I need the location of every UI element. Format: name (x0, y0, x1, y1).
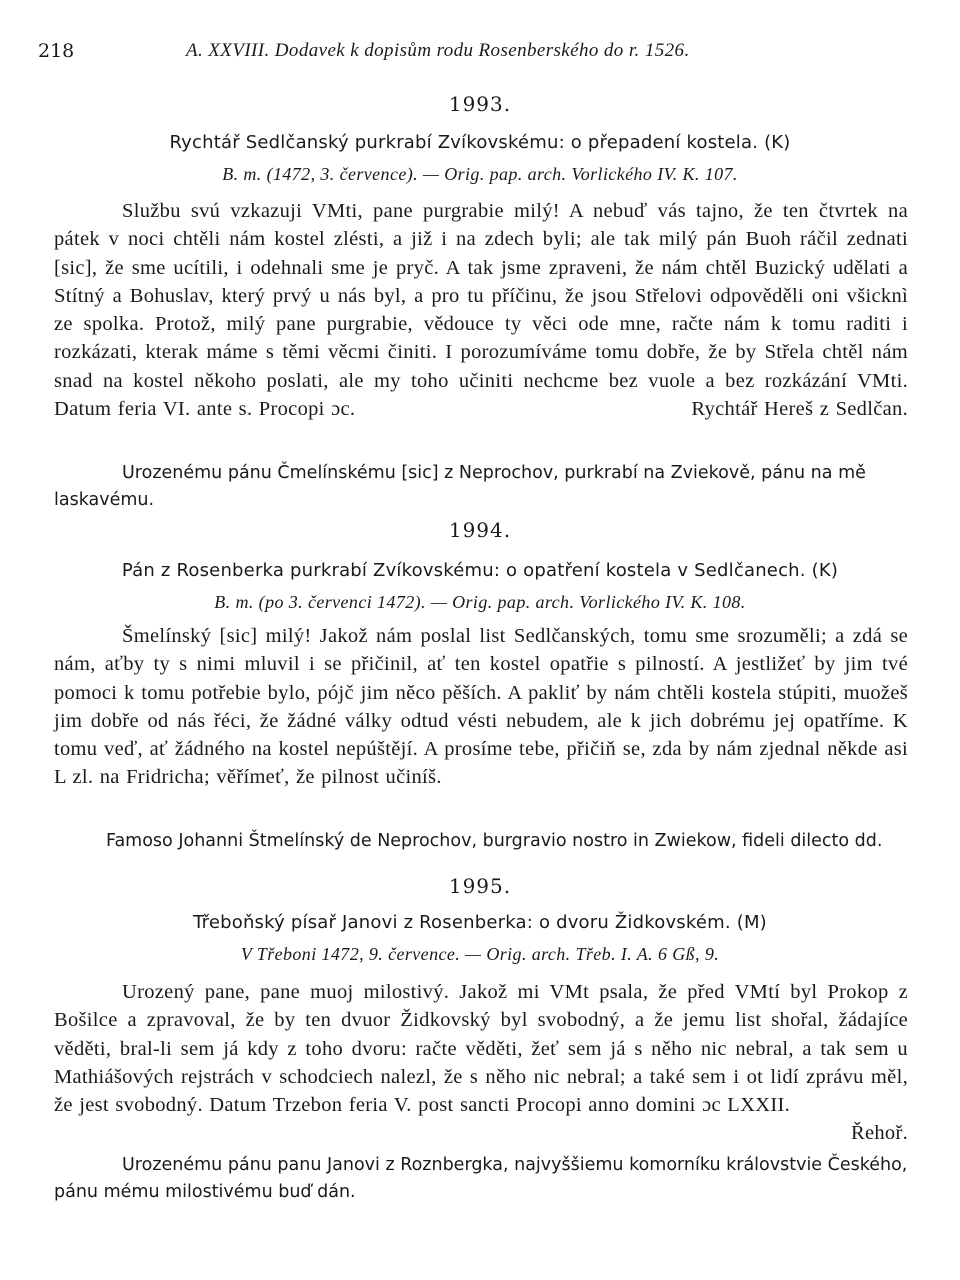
entry-body (54, 978, 908, 1148)
entry-source: V Třeboni 1472, 9. července. — Orig. arch. Třeb. I. A. 6 Gß, 9. (240, 944, 720, 964)
entry-body-text: Službu svú vzkazuji VMti, pane purgrabie milý! A nebuď vás tajno, že ten čtvrtek na pátek v noci chtěli nám kostel zlésti, a již i na zdech byli; ale tak milý pán Buoh ráčil zednati [sic], že sme ucítili, i odehnali sme je pryč. A tak jsme zpraveni, že nám chtěl Buzický udělati a Stítný a Bohuslav, který prvý u nás byl, a pro tu příčinu, že jsou Střelovi odpověděli oni všicknì ze spolka. Protož, milý pane purgrabie, vědouce ty věci ode mne, račte nám k tomu raditi i rozkázati, kterak máme s těmi věcmi činiti. I porozumíváme tomu dobře, že by Střela chtěl nám snad na kostel někoho poslati, ale my toho učiniti nechcme bez vuole a bez rozkázání VMti. Datum feria VI. ante s. Procopi ɔc. (54, 200, 908, 421)
entry-number: 1995. (448, 874, 512, 898)
entry-number: 1993. (448, 92, 512, 116)
page-header (38, 40, 918, 68)
entry-signature: Řehoř. (850, 1122, 908, 1145)
page-number: 218 (38, 40, 75, 62)
entry-heading: Třeboňský písař Janovi z Rosenberka: o dvoru Židkovském. (M) (193, 912, 767, 933)
entry-address: Urozenému pánu Čmelínskému [sic] z Neprochov, purkrabí na Zviekově, pánu na mě laskavému. (54, 463, 866, 510)
entry-heading: Rychtář Sedlčanský purkrabí Zvíkovskému: o přepadení kostela. (K) (169, 132, 791, 153)
entry-body (54, 197, 908, 423)
entry-address: Urozenému pánu panu Janovi z Roznbergka, najvyššiemu komorníku královstvie Českého, pánu mému milostivému buď dán. (54, 1155, 908, 1202)
entry-signature: Rychtář Hereš z Sedlčan. (691, 398, 908, 421)
entry-body-text: Urozený pane, pane muoj milostivý. Jakož mi VMt psala, že před VMtí byl Prokop z Bošilce a zpravoval, že by ten dvuor Židkovský byl svobodný, a že jemu list shořal, žádajíce věděti, bral-li sem já kdy z toho dvoru: račte věděti, žeť sem já s něho nic nebral, a tak sem u Mathiášových rejstrách v schodciech nalezl, že s něho nic nebral; a také sem i ot lidí zprávu měl, že jest svobodný. Datum Trzebon feria V. post sancti Procopi anno domini ɔc LXXII. (54, 981, 908, 1117)
entry-number: 1994. (448, 518, 512, 542)
entry-heading: Pán z Rosenberka purkrabí Zvíkovskému: o opatření kostela v Sedlčanech. (K) (121, 560, 839, 581)
entry-body (54, 622, 908, 792)
entry-source: B. m. (1472, 3. července). — Orig. pap. arch. Vorlického IV. K. 107. (222, 164, 738, 184)
entry-body-text: Šmelínský [sic] milý! Jakož nám poslal list Sedlčanských, tomu sme srozuměli; a zdá se nám, aťby ty s nimi mluvil i se přičinil, ať ten kostel opatřie s pilností. A jestližeť by jim tvé pomoci k tomu potřebie bylo, pójč jim něco pěších. A pakliť by nám chtěli kostela stúpiti, muožeš jim dobře od nás řéci, že žádné války odtud vésti nebudem, ale k jich dobrému jej opatříme. K tomu veď, ať žádného na kostel nepúštějí. A prosíme tebe, přičiň se, zda by nám zjednal někde asi L zl. na Fridricha; věřímeť, že pilnost učiníš. (54, 625, 908, 789)
entry-address: Famoso Johanni Štmelínský de Neprochov, burgravio nostro in Zwiekow, fideli dilecto dd. (106, 831, 883, 851)
running-title: A. XXVIII. Dodavek k dopisům rodu Rosenberského do r. 1526. (186, 40, 690, 61)
entry-source: B. m. (po 3. červenci 1472). — Orig. pap. arch. Vorlického IV. K. 108. (214, 592, 746, 612)
